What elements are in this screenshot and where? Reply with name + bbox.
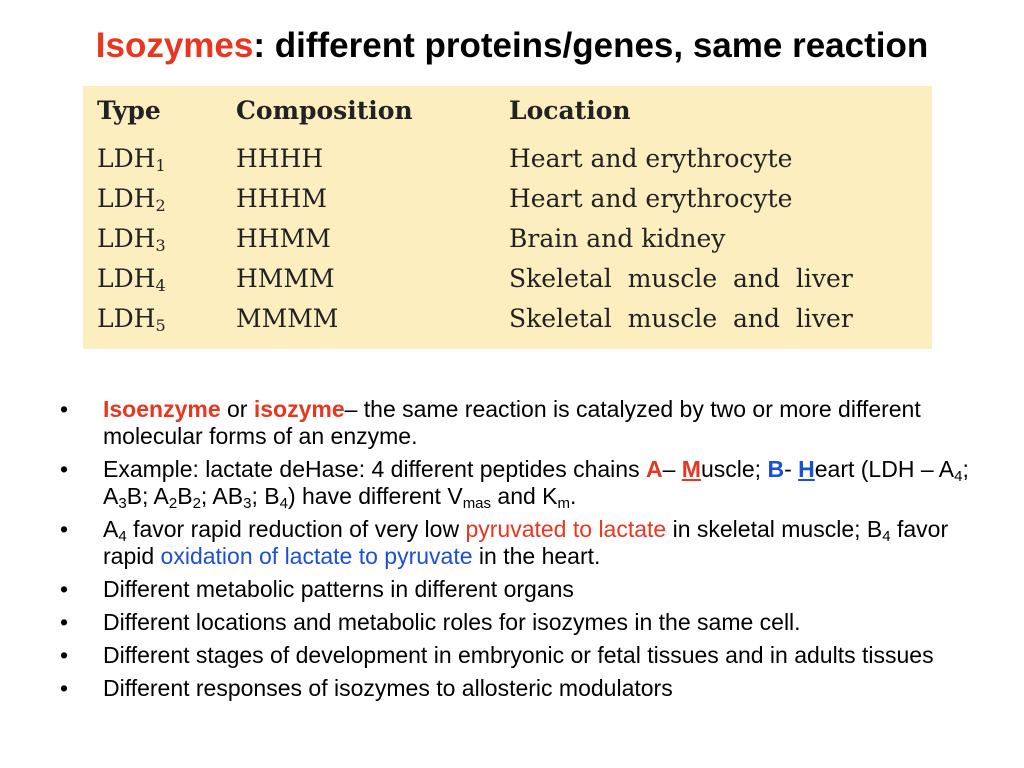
bullet-marker: • (60, 609, 69, 635)
row-type: $LDH_5$ (97, 304, 166, 335)
row-composition: MMMM (236, 304, 339, 333)
row-location: Heart and erythrocyte (509, 144, 793, 173)
row-composition: HMMM (236, 264, 335, 293)
bullet-ldh-example: • Example: lactate deHase: 4 different peptides chains A– Muscle; B- Heart ($LDH - A_4$; $A_3B$; $A_2B_2$; $AB_3$; $B_4$) have different $V_{mas}$ and $K_m$. (60, 456, 969, 512)
row-type: $LDH_2$ (97, 184, 166, 215)
bullet-allosteric-responses: • Different responses of isozymes to allosteric modulators (60, 675, 673, 701)
ldh-isozyme-table (83, 86, 932, 349)
bullet-marker: • (60, 516, 69, 542)
bullet-development-stages: • Different stages of development in embryonic or fetal tissues and in adults tissues (60, 642, 934, 668)
title-highlight: Isozymes (95, 26, 254, 65)
row-location: Skeletal muscle and liver (509, 264, 853, 293)
row-location: Brain and kidney (509, 224, 726, 253)
bullet-marker: • (60, 576, 69, 602)
header-type: Type (97, 96, 161, 125)
row-location: Skeletal muscle and liver (509, 304, 853, 333)
bullet-marker: • (60, 396, 69, 422)
bullet-marker: • (60, 456, 69, 482)
row-type: $LDH_3$ (97, 224, 166, 255)
bullet-a4-b4-roles: • $A_4$ favor rapid reduction of very low pyruvated to lactate in skeletal muscle; $B_4$ favor rapid oxidation of lactate to pyruvate in the heart. (60, 516, 949, 569)
bullet-marker: • (60, 642, 69, 668)
header-composition: Composition (236, 96, 413, 125)
row-type: $LDH_1$ (97, 144, 166, 175)
row-composition: HHHH (236, 144, 324, 173)
row-composition: HHHM (236, 184, 328, 213)
title-rest: : different proteins/genes, same reaction (253, 26, 929, 65)
bullet-metabolic-patterns: • Different metabolic patterns in different organs (60, 576, 574, 602)
row-type: $LDH_4$ (97, 264, 166, 295)
header-location: Location (509, 96, 631, 125)
bullet-list (60, 396, 980, 708)
slide-title (0, 26, 1024, 66)
row-location: Heart and erythrocyte (509, 184, 793, 213)
bullet-marker: • (60, 675, 69, 701)
bullet-locations-roles: • Different locations and metabolic roles for isozymes in the same cell. (60, 609, 801, 635)
bullet-isoenzyme-definition: • Isoenzyme or isozyme– the same reaction is catalyzed by two or more different molecular forms of an enzyme. (60, 396, 921, 449)
row-composition: HHMM (236, 224, 331, 253)
